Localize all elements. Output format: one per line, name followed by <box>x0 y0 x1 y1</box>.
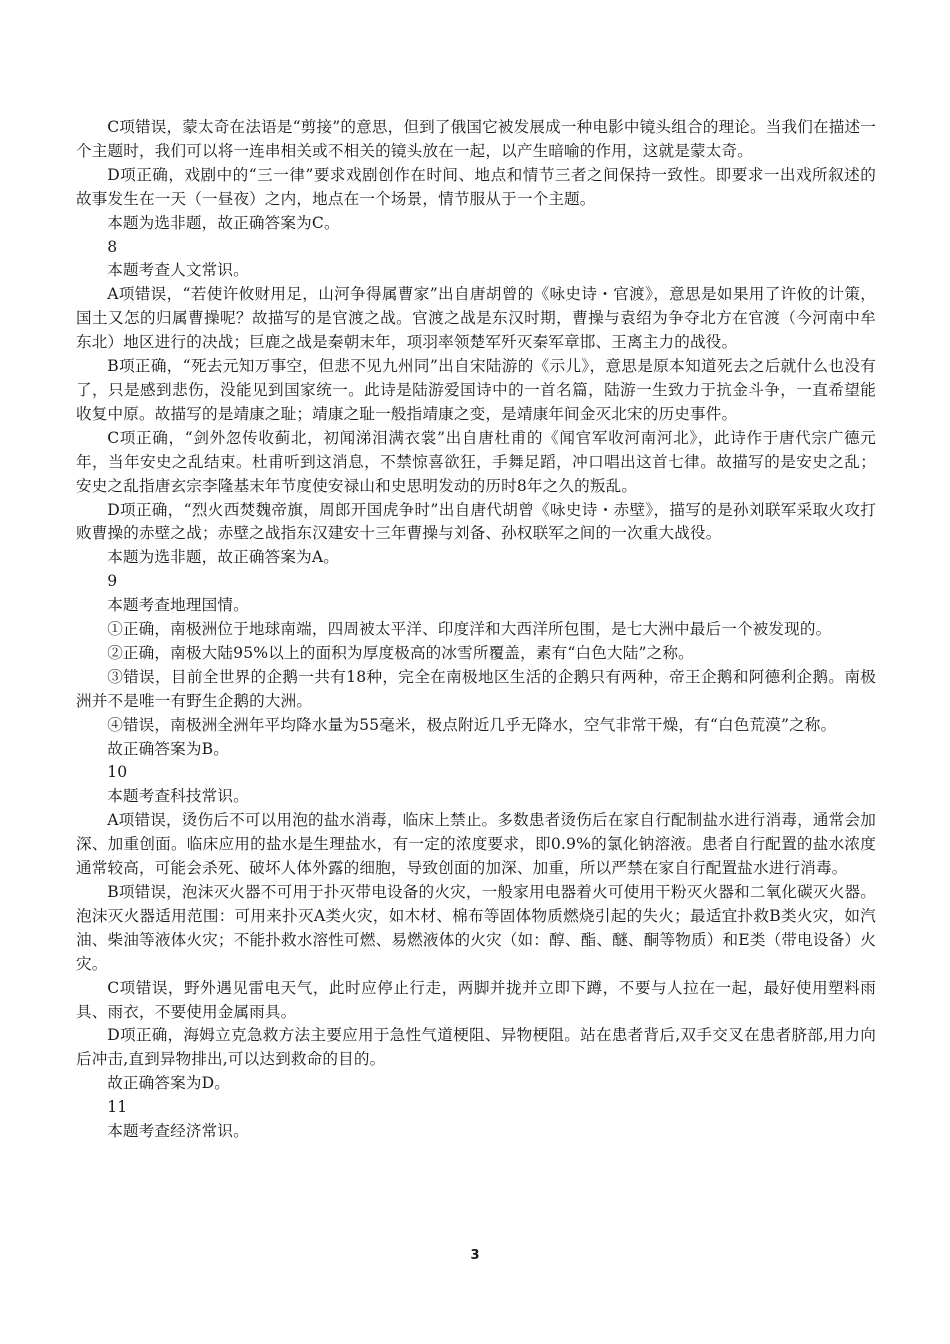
paragraph-10a: A项错误，烫伤后不可以用泡的盐水消毒，临床上禁止。多数患者烫伤后在家自行配制盐水进行消毒，通常会加深、加重创面。临床应用的盐水是生理盐水，有一定的浓度要求，即0.9%的氯化钠溶液。患者自行配置的盐水浓度通常较高，可能会杀死、破坏人体外露的细胞，导致创面的加深、加重，所以严禁在家自行配置盐水进行消毒。 <box>76 811 876 878</box>
paragraph-8a: A项错误，“若使许攸财用足，山河争得属曹家”出自唐胡曾的《咏史诗・官渡》，意思是如果用了许攸的计策，国土又怎的归属曹操呢？故描写的是官渡之战。官渡之战是东汉时期，曹操与袁绍为争夺北方在官渡（今河南中牟东北）地区进行的决战；巨鹿之战是秦朝末年，项羽率领楚军歼灭秦军章邯、王离主力的战役。 <box>76 285 876 352</box>
paragraph-7d: D项正确，戏剧中的“三一律”要求戏剧创作在时间、地点和情节三者之间保持一致性。即要求一出戏所叙述的故事发生在一天（一昼夜）之内，地点在一个场景，情节服从于一个主题。 <box>76 165 876 208</box>
paragraph-8d: D项正确，“烈火西焚魏帝旗，周郎开国虎争时”出自唐代胡曾《咏史诗・赤壁》，描写的是孙刘联军采取火攻打败曹操的赤壁之战；赤壁之战指东汉建安十三年曹操与刘备、孙权联军之间的一次重大战役。 <box>76 500 876 543</box>
question-number-9: 9 <box>107 572 118 591</box>
paragraph-9-answer: 故正确答案为B。 <box>107 739 230 758</box>
paragraph-9-item3: ③错误，目前全世界的企鹅一共有18种，完全在南极地区生活的企鹅只有两种，帝王企鹅和阿德利企鹅。南极洲并不是唯一有野生企鹅的大洲。 <box>76 667 876 710</box>
paragraph-7c: C项错误，蒙太奇在法语是“剪接”的意思，但到了俄国它被发展成一种电影中镜头组合的理论。当我们在描述一个主题时，我们可以将一连串相关或不相关的镜头放在一起，以产生暗喻的作用，这就是蒙太奇。 <box>76 118 876 160</box>
paragraph-9-item1: ①正确，南极洲位于地球南端，四周被太平洋、印度洋和大西洋所包围，是七大洲中最后一个被发现的。 <box>107 620 832 639</box>
paragraph-8b: B项正确，“死去元知万事空，但悲不见九州同”出自宋陆游的《示儿》，意思是原本知道死去之后就什么也没有了，只是感到悲伤，没能见到国家统一。此诗是陆游爱国诗中的一首名篇，陆游一生致力于抗金斗争，一直希望能收复中原。故描写的是靖康之耻；靖康之耻一般指靖康之变，是靖康年间金灭北宋的历史事件。 <box>76 357 876 423</box>
paragraph-11-topic: 本题考查经济常识。 <box>107 1122 249 1141</box>
question-number-10: 10 <box>107 763 128 782</box>
paragraph-8c: C项正确，“剑外忽传收蓟北，初闻涕泪满衣裳”出自唐杜甫的《闻官军收河南河北》，此诗作于唐代宗广德元年，当年安史之乱结束。杜甫听到这消息，不禁惊喜欲狂，手舞足蹈，冲口唱出这首七律。故描写的是安史之乱；安史之乱指唐玄宗李隆基末年节度使安禄山和史思明发动的历时8年之久的叛乱。 <box>76 428 876 495</box>
question-number-11: 11 <box>107 1098 128 1117</box>
paragraph-8-answer: 本题为选非题，故正确答案为A。 <box>107 548 340 567</box>
paragraph-10-topic: 本题考查科技常识。 <box>107 787 249 806</box>
paragraph-10b: B项错误，泡沫灭火器不可用于扑灭带电设备的火灾，一般家用电器着火可使用干粉灭火器和二氧化碳灭火器。泡沫灭火器适用范围：可用来扑灭A类火灾，如木材、棉布等固体物质燃烧引起的失火；最适宜扑救B类火灾，如汽油、柴油等液体火灾；不能扑救水溶性可燃、易燃液体的火灾（如：醇、酯、醚、酮等物质）和E类（带电设备）火灾。 <box>76 883 876 973</box>
paragraph-10c: C项错误，野外遇见雷电天气，此时应停止行走，两脚并拢并立即下蹲，不要与人拉在一起，最好使用塑料雨具、雨衣，不要使用金属雨具。 <box>76 978 876 1021</box>
answer-explanations <box>76 116 876 1144</box>
paragraph-8-topic: 本题考查人文常识。 <box>107 261 249 280</box>
question-number-8: 8 <box>107 237 118 256</box>
paragraph-10d: D项正确，海姆立克急救方法主要应用于急性气道梗阻、异物梗阻。站在患者背后,双手交叉在患者脐部,用力向后冲击,直到异物排出,可以达到救命的目的。 <box>76 1026 876 1069</box>
paragraph-9-item2: ②正确，南极大陆95%以上的面积为厚度极高的冰雪所覆盖，素有“白色大陆”之称。 <box>107 643 694 662</box>
page-number: 3 <box>470 1248 480 1263</box>
paragraph-9-item4: ④错误，南极洲全洲年平均降水量为55毫米，极点附近几乎无降水，空气非常干燥，有“白色荒漠”之称。 <box>107 715 837 734</box>
paragraph-10-answer: 故正确答案为D。 <box>107 1074 231 1093</box>
paragraph-7-answer: 本题为选非题，故正确答案为C。 <box>107 213 340 232</box>
paragraph-9-topic: 本题考查地理国情。 <box>107 596 249 615</box>
